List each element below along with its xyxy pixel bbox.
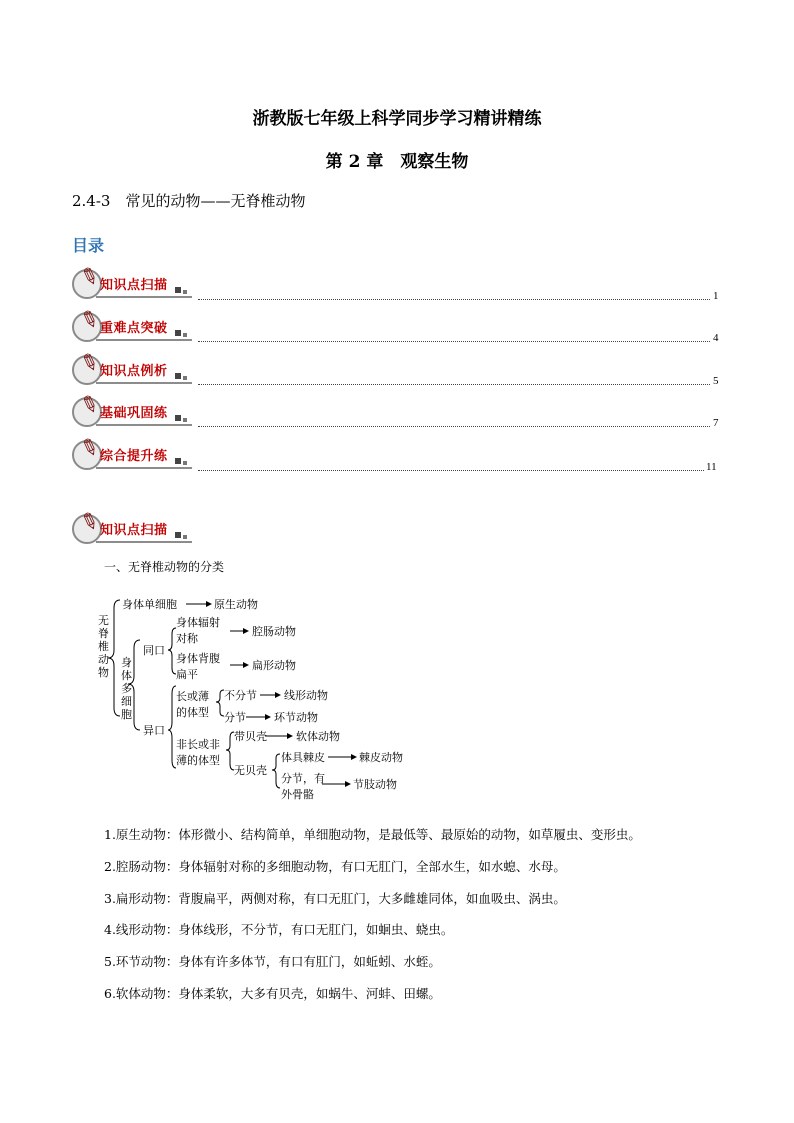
tree-nematode: 线形动物: [284, 689, 328, 702]
list-item: 2.腔肠动物：身体辐射对称的多细胞动物，有口无肛门，全部水生，如水螅、水母。: [104, 859, 566, 874]
brace: [226, 732, 234, 770]
square-icon: [183, 461, 187, 465]
square-icon: [175, 287, 181, 293]
tree-radial-2: 对称: [176, 632, 198, 645]
tree-same-mouth: 同口: [143, 644, 165, 657]
list-item: 1.原生动物：体形微小、结构简单，单细胞动物，是最低等、最原始的动物，如草履虫、变形虫。: [104, 827, 641, 842]
square-icon: [175, 415, 181, 421]
tree-mollusk: 软体动物: [296, 730, 340, 743]
tree-single-cell: 身体单细胞: [122, 598, 177, 611]
brush-icon: ✎: [76, 507, 103, 538]
toc-leader: [198, 470, 704, 471]
tree-coelenterate: 腔肠动物: [252, 625, 296, 638]
tree-diff-mouth: 异口: [143, 724, 165, 737]
square-icon: [175, 330, 181, 336]
tree-with-shell: 带贝壳: [234, 730, 267, 743]
square-icon: [175, 458, 181, 464]
square-icon: [183, 376, 187, 380]
toc-entry-5-badge[interactable]: [72, 433, 196, 473]
brace: [216, 690, 224, 716]
tree-root-char: 无脊椎动物: [98, 614, 109, 679]
tree-not-long-thin-1: 非长或非: [176, 738, 220, 751]
toc-entry-label: 重难点突破: [100, 321, 168, 336]
brush-icon: ✎: [76, 390, 103, 421]
classification-subtitle: 一、无脊椎动物的分类: [104, 560, 225, 574]
toc-entry-label: 综合提升练: [100, 449, 168, 464]
brush-icon: ✎: [76, 305, 103, 336]
section-badge-label: 知识点扫描: [100, 523, 168, 538]
brace: [168, 628, 176, 674]
tree-multi-cell: 身体多细胞: [121, 656, 132, 721]
square-icon: [183, 535, 187, 539]
toc-entry-1-badge[interactable]: [72, 262, 196, 302]
toc-entry-3-badge[interactable]: [72, 348, 196, 388]
brush-icon: ✎: [76, 262, 103, 293]
toc-page-number[interactable]: 1: [713, 290, 719, 302]
toc-page-number[interactable]: 4: [713, 332, 719, 344]
toc-leader: [198, 341, 710, 342]
document-title: 浙教版七年级上科学同步学习精讲精练: [252, 109, 542, 129]
tree-long-thin-1: 长或薄: [176, 690, 209, 703]
tree-not-segmented: 不分节: [224, 689, 257, 702]
square-icon: [175, 532, 181, 538]
tree-no-shell: 无贝壳: [234, 764, 267, 777]
brush-icon: ✎: [76, 348, 103, 379]
tree-spiny-skin: 体具棘皮: [281, 751, 325, 764]
toc-page-number[interactable]: 7: [713, 417, 719, 429]
tree-flat-1: 身体背腹: [176, 652, 220, 665]
toc-entry-4-badge[interactable]: [72, 390, 196, 430]
list-item: 6.软体动物：身体柔软，大多有贝壳，如蜗牛、河蚌、田螺。: [104, 986, 441, 1001]
tree-exo-2: 外骨骼: [281, 788, 314, 800]
toc-entry-label: 基础巩固练: [100, 406, 168, 421]
square-icon: [175, 373, 181, 379]
toc-leader: [198, 299, 710, 300]
tree-radial-1: 身体辐射: [176, 616, 220, 629]
divider: [96, 339, 192, 341]
tree-flat-2: 扁平: [176, 668, 198, 681]
square-icon: [183, 418, 187, 422]
toc-leader: [198, 384, 710, 385]
divider: [96, 296, 192, 298]
tree-segmented: 分节: [224, 711, 246, 724]
tree-exo-1: 分节，有: [281, 772, 325, 785]
chapter-title: 第 2 章 观察生物: [325, 152, 469, 172]
tree-flatworm: 扁形动物: [252, 659, 296, 672]
divider: [96, 541, 192, 543]
tree-annelid: 环节动物: [274, 711, 318, 724]
divider: [96, 382, 192, 384]
list-item: 5.环节动物：身体有许多体节，有口有肛门，如蚯蚓、水蛭。: [104, 954, 441, 969]
toc-leader: [198, 426, 710, 427]
toc-page-number[interactable]: 5: [713, 375, 719, 387]
toc-entry-2-badge[interactable]: [72, 305, 196, 345]
divider: [96, 424, 192, 426]
toc-heading: 目录: [72, 236, 105, 255]
brace: [272, 754, 280, 788]
brush-icon: ✎: [76, 433, 103, 464]
square-icon: [183, 333, 187, 337]
tree-not-long-thin-2: 薄的体型: [176, 754, 220, 767]
tree-echinoderm: 棘皮动物: [359, 751, 403, 764]
tree-long-thin-2: 的体型: [176, 706, 209, 719]
square-icon: [183, 290, 187, 294]
toc-entry-label: 知识点例析: [100, 364, 168, 379]
section-title: 2.4-3 常见的动物——无脊椎动物: [72, 192, 306, 210]
list-item: 3.扁形动物：背腹扁平，两侧对称，有口无肛门，大多雌雄同体，如血吸虫、涡虫。: [104, 891, 566, 906]
divider: [96, 467, 192, 469]
classification-tree: [96, 590, 426, 800]
brace: [168, 686, 176, 768]
tree-arthropod: 节肢动物: [353, 778, 397, 791]
toc-page-number[interactable]: 11: [706, 461, 717, 473]
toc-entry-label: 知识点扫描: [100, 278, 168, 293]
list-item: 4.线形动物：身体线形，不分节，有口无肛门，如蛔虫、蛲虫。: [104, 922, 454, 937]
brace: [108, 600, 120, 716]
knowledge-section-badge: [72, 507, 196, 547]
tree-protozoa: 原生动物: [214, 598, 258, 611]
